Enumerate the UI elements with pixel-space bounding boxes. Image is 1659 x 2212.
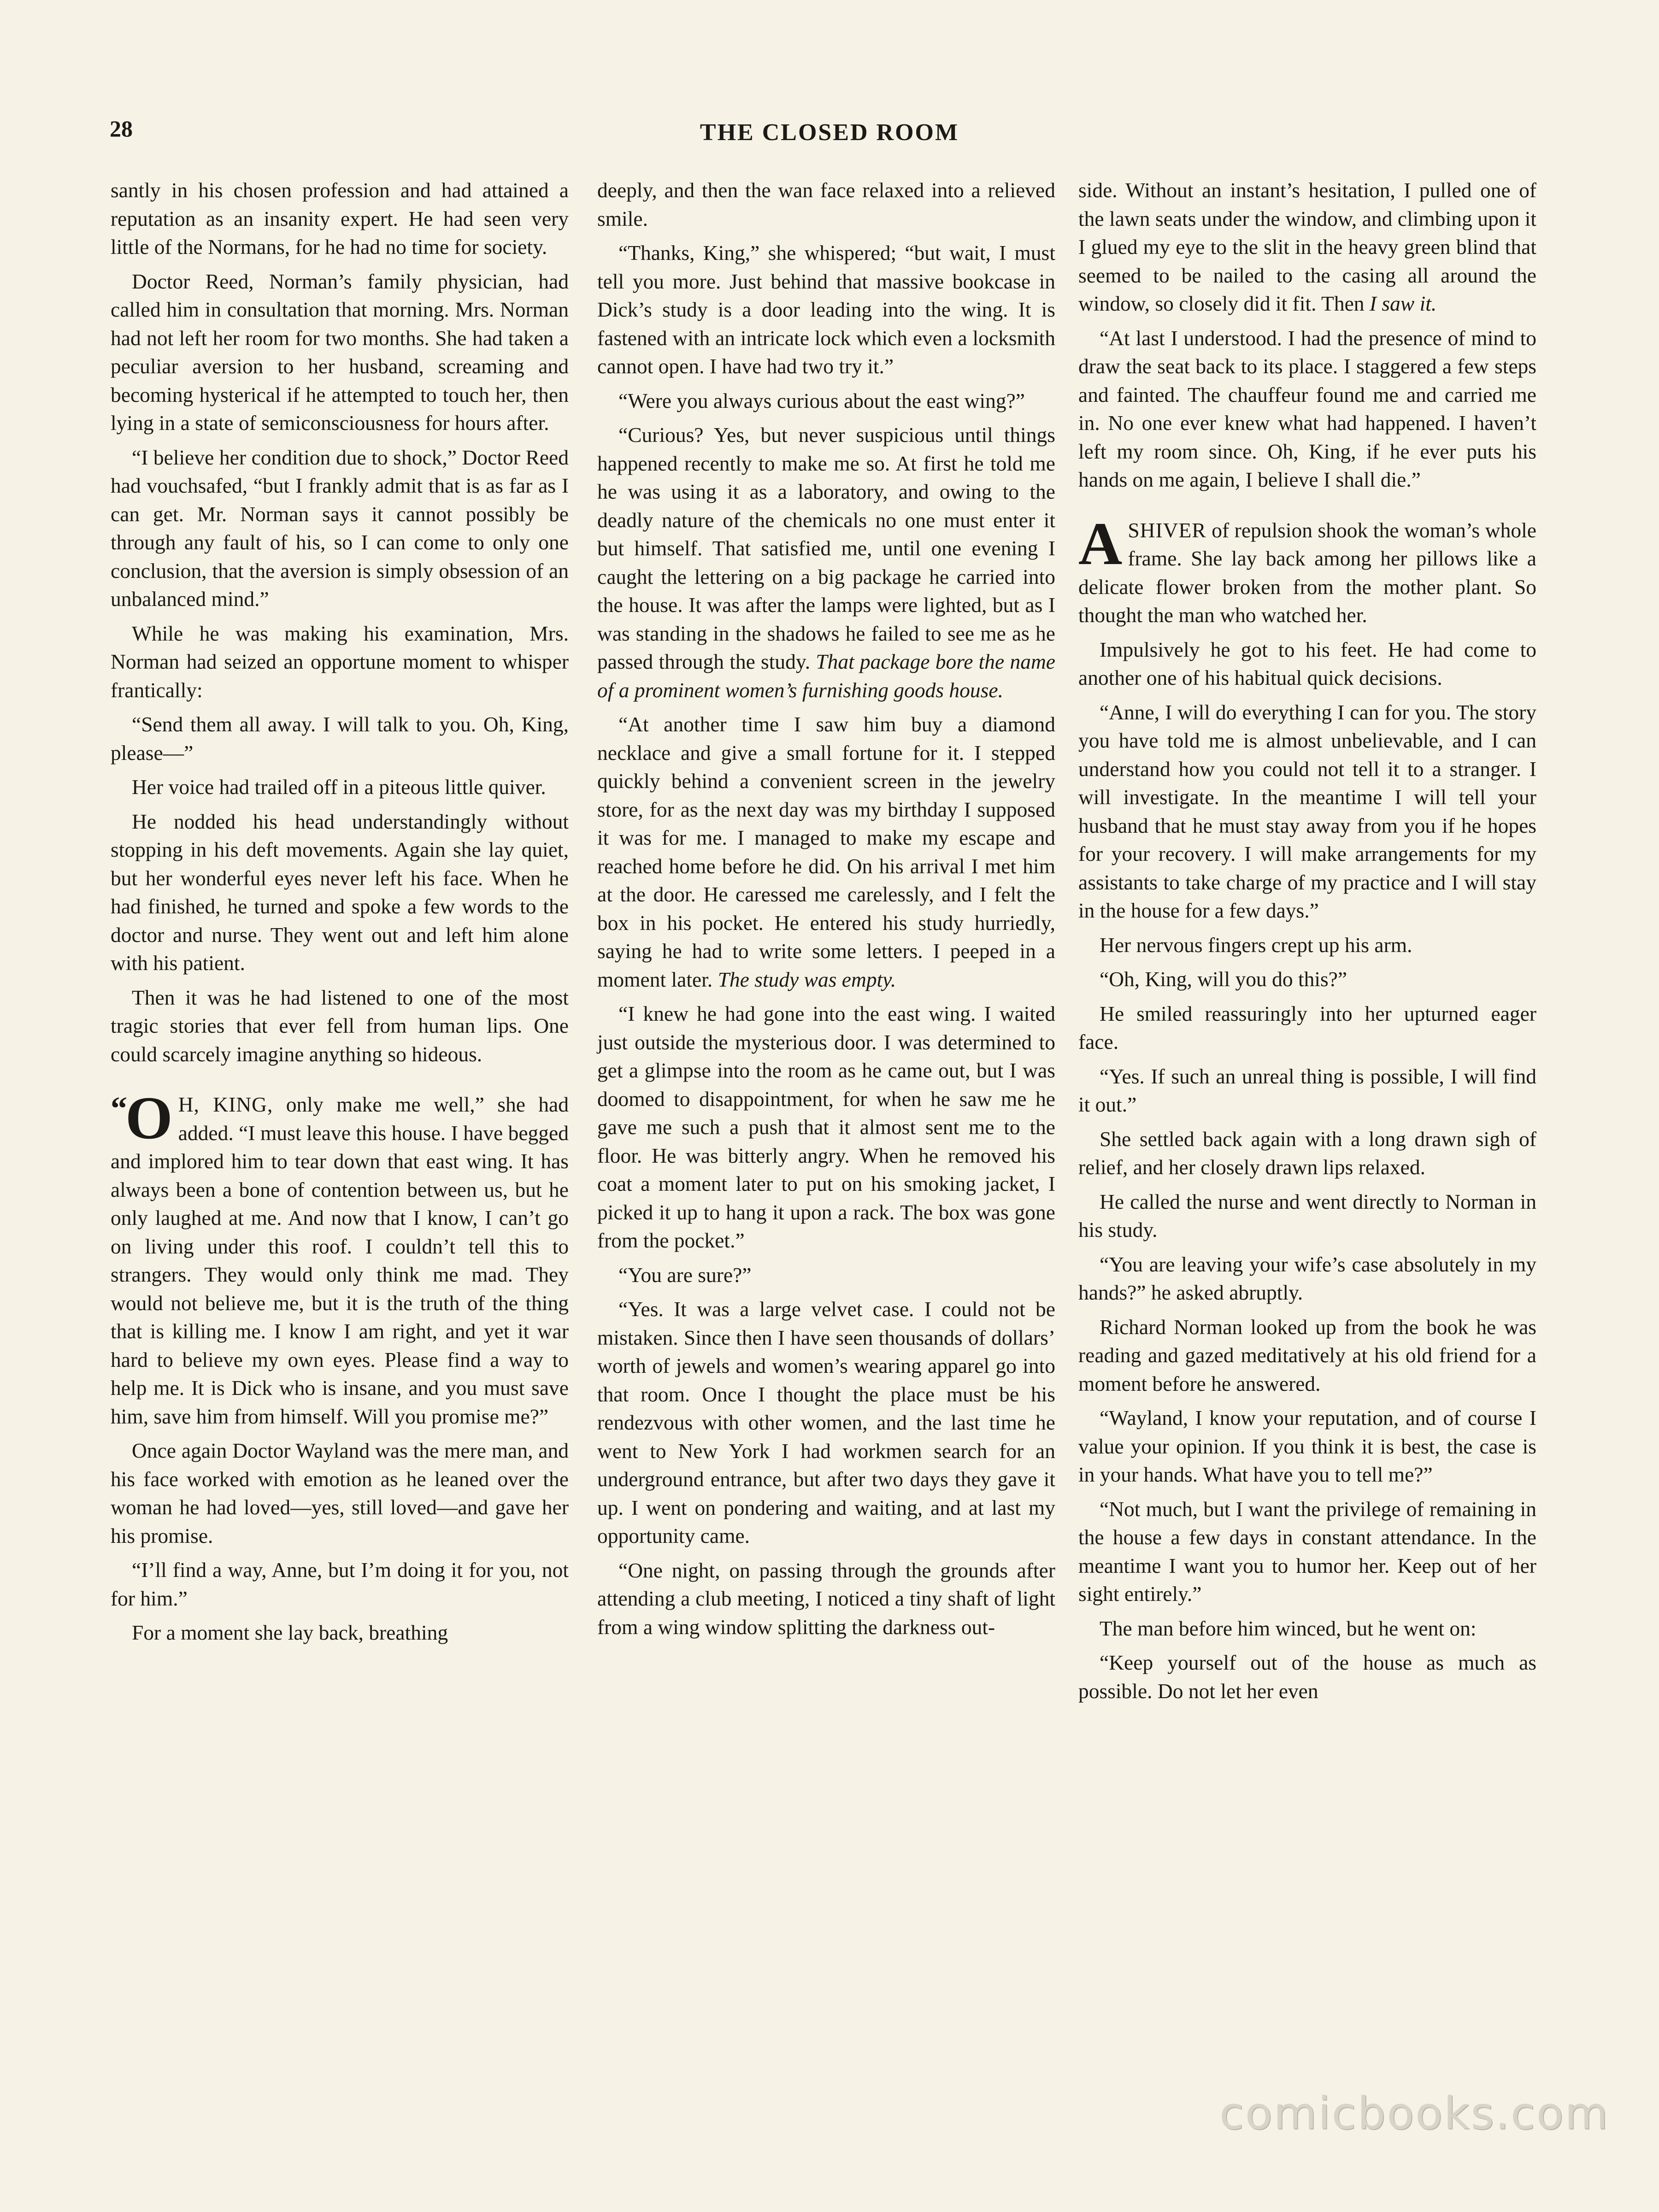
drop-cap-paragraph bbox=[1078, 509, 1536, 629]
paragraph: Her nervous fingers crept up his arm. bbox=[1100, 933, 1412, 957]
paragraph: Once again Doctor Wayland was the mere man, and his face worked with emotion as he leaned over the woman he had loved—yes, still loved—and gave her his promise. bbox=[111, 1439, 569, 1547]
paragraph: “You are leaving your wife’s case absolutely in my hands?” he asked abruptly. bbox=[1078, 1252, 1536, 1304]
page-number: 28 bbox=[110, 116, 133, 141]
paragraph: “Keep yourself out of the house as much as possible. Do not let her even bbox=[1078, 1651, 1536, 1703]
paragraph: “Yes. If such an unreal thing is possible, I will find it out.” bbox=[1078, 1064, 1536, 1116]
paragraph: “I believe her condition due to shock,” Doctor Reed had vouchsafed, “but I frankly admit that is as far as I can get. Mr. Norman says it cannot possibly be through any fault of his, so I can come to only one conclusion, that the aversion is simply obsession of an unbalanced mind.” bbox=[111, 445, 569, 611]
paragraph: santly in his chosen profession and had attained a reputation as an insanity expert. He had seen very little of the Normans, for he had no time for society. bbox=[111, 178, 569, 259]
paragraph: The man before him winced, but he went on: bbox=[1100, 1616, 1477, 1640]
drop-cap-quote: “ bbox=[111, 1090, 127, 1127]
paragraph: Then it was he had listened to one of the most tragic stories that ever fell from human lips. One could scarcely imagine anything so hideous. bbox=[111, 985, 569, 1066]
paragraph: “I knew he had gone into the east wing. I waited just outside the mysterious door. I was determined to get a glimpse into the room as he came out, but I was doomed to disappointment, for when he saw me he gave me such a push that it almost sent me to the floor. He was bitterly angry. When he removed his coat a moment later to put on his smoking jacket, I picked it up to hang it upon a rack. The box was gone from the pocket.” bbox=[597, 1002, 1055, 1252]
drop-cap-letter: O bbox=[125, 1084, 173, 1152]
paragraph: “Yes. It was a large velvet case. I could not be mistaken. Since then I have seen thousands of dollars’ worth of jewels and women’s wearing apparel go into that room. Once I thought the place must be his rendezvous with other women, and the last time he went to New York I had workmen search for an underground entrance, but after two days they gave it up. I went on pondering and waiting, and at last my opportunity came. bbox=[597, 1297, 1055, 1547]
paragraph bbox=[597, 421, 1055, 704]
paragraph: “At last I understood. I had the presence of mind to draw the seat back to its place. I staggered a few steps and fainted. The chauffeur found me and carried me in. No one ever knew what had happened. I haven’t left my room since. Oh, King, if he ever puts his hands on me again, I believe I shall die.” bbox=[1078, 326, 1536, 491]
italic-text: I saw it. bbox=[1369, 292, 1437, 315]
paragraph: “I’ll find a way, Anne, but I’m doing it for you, not for him.” bbox=[111, 1558, 569, 1610]
paragraph: Doctor Reed, Norman’s family physician, had called him in consultation that morning. Mrs. Norman had not left her room for two months. She had taken a peculiar aversion to her husband, screaming and becoming hysterical if he attempted to touch her, then lying in a state of semiconsciousness for hours after. bbox=[111, 269, 569, 435]
drop-cap-paragraph bbox=[111, 1084, 569, 1430]
drop-cap: A bbox=[1078, 509, 1123, 577]
paragraph-text: side. Without an instant’s hesitation, I pulled one of the lawn seats under the window, and climbing upon it I glued my eye to the slit in the heavy green blind that seemed to be nailed to the casing all around the window, so closely did it fit. Then bbox=[1078, 178, 1536, 315]
site-watermark: comicbooks.com bbox=[1219, 2088, 1609, 2139]
drop-cap bbox=[111, 1084, 173, 1152]
paragraph bbox=[1078, 176, 1536, 318]
paragraph: “Wayland, I know your reputation, and of course I value your opinion. If you think it is best, the case is in your hands. What have you to tell me?” bbox=[1078, 1406, 1536, 1486]
paragraph-text: “At another time I saw him buy a diamond necklace and give a small fortune for it. I stepped quickly behind a convenient screen in the jewelry store, for as the next day was my birthday I supposed it was for me. I managed to make my escape and reached home before he did. On his arrival I met him at the door. He caressed me carelessly, and I felt the box in his pocket. He entered his study hurriedly, saying he had to write some letters. I peeped in a moment later. bbox=[597, 712, 1055, 991]
text-column-3 bbox=[1078, 176, 1536, 1711]
paragraph: While he was making his examination, Mrs. Norman had seized an opportune moment to whisper frantically: bbox=[111, 621, 569, 702]
paragraph-text: “Curious? Yes, but never suspicious until things happened recently to make me so. At first he told me he was using it as a laboratory, and owing to the deadly nature of the chemicals no one must enter it but himself. That satisfied me, until one evening I caught the lettering on a big package he carried into the house. It was after the lamps were lighted, but as I was standing in the shadows he failed to see me as he passed through the study. bbox=[597, 423, 1055, 673]
text-column-1 bbox=[111, 176, 569, 1653]
paragraph: “Send them all away. I will talk to you. Oh, King, please—” bbox=[111, 712, 569, 765]
paragraph: Richard Norman looked up from the book he was reading and gazed meditatively at his old friend for a moment before he answered. bbox=[1078, 1315, 1536, 1395]
paragraph: “Anne, I will do everything I can for you. The story you have told me is almost unbelievable, and I can understand how you could not tell it to a stranger. I will investigate. In the meantime I will tell your husband that he must stay away from you if he hopes for your recovery. I will make arrangements for my assistants to take charge of my practice and I will stay in the house for a few days.” bbox=[1078, 700, 1536, 922]
text-column-2 bbox=[597, 176, 1055, 1647]
paragraph: “You are sure?” bbox=[618, 1263, 752, 1287]
lead-in-caps: H, KING, bbox=[178, 1093, 273, 1116]
paragraph: For a moment she lay back, breathing bbox=[132, 1621, 448, 1644]
paragraph: “One night, on passing through the grounds after attending a club meeting, I noticed a tiny shaft of light from a wing window splitting the darkness out- bbox=[597, 1558, 1055, 1639]
running-title: THE CLOSED ROOM bbox=[700, 119, 959, 146]
paragraph: “Not much, but I want the privilege of remaining in the house a few days in constant attendance. In the meantime I want you to humor her. Keep out of her sight entirely.” bbox=[1078, 1497, 1536, 1606]
paragraph bbox=[597, 710, 1055, 994]
paragraph: “Thanks, King,” she whispered; “but wait, I must tell you more. Just behind that massive bookcase in Dick’s study is a door leading into the wing. It is fastened with an intricate lock which even a locksmith cannot open. I have had two try it.” bbox=[597, 241, 1055, 378]
lead-in-caps: SHIVER bbox=[1128, 518, 1206, 542]
italic-text: The study was empty. bbox=[718, 967, 896, 991]
paragraph: Her voice had trailed off in a piteous little quiver. bbox=[132, 775, 546, 799]
paragraph: “Were you always curious about the east wing?” bbox=[618, 388, 1025, 412]
paragraph-text: only make me well,” she had added. “I must leave this house. I have begged and implored him to tear down that east wing. It has always been a bone of contention between us, but he only laughed at me. And now that I know, I can’t go on living under this roof. I couldn’t tell this to strangers. They would only think me mad. They would not believe me, but it is the truth of the thing that is killing me. I know I am right, and yet it war hard to believe my own eyes. Please find a way to help me. It is Dick who is insane, and you must save him, save him from himself. Will you promise me?” bbox=[111, 1093, 569, 1428]
italic-text: That package bore the name of a prominent women’s furnishing goods house. bbox=[597, 650, 1055, 702]
paragraph: deeply, and then the wan face relaxed into a relieved smile. bbox=[597, 178, 1055, 230]
paragraph-text: of repulsion shook the woman’s whole frame. She lay back among her pillows like a delicate flower broken from the mother plant. So thought the man who watched her. bbox=[1078, 518, 1536, 627]
paragraph: He nodded his head understandingly without stopping in his deft movements. Again she lay quiet, but her wonderful eyes never left his face. When he had finished, he turned and spoke a few words to the doctor and nurse. They went out and left him alone with his patient. bbox=[111, 809, 569, 975]
paragraph: He called the nurse and went directly to Norman in his study. bbox=[1078, 1189, 1536, 1241]
paragraph: She settled back again with a long drawn sigh of relief, and her closely drawn lips relaxed. bbox=[1078, 1127, 1536, 1179]
paragraph: Impulsively he got to his feet. He had come to another one of his habitual quick decisions. bbox=[1078, 637, 1536, 689]
paragraph: “Oh, King, will you do this?” bbox=[1100, 967, 1347, 991]
paragraph: He smiled reassuringly into her upturned eager face. bbox=[1078, 1001, 1536, 1053]
